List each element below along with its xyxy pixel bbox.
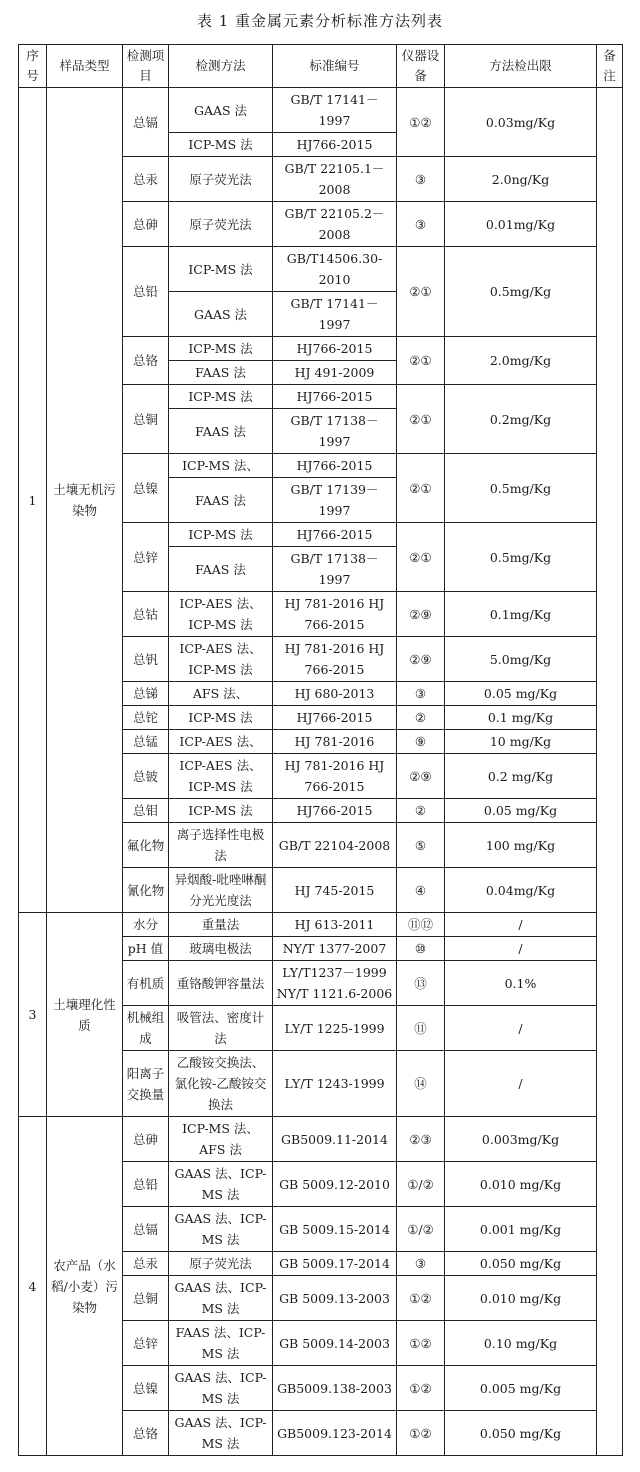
instrument-cell: ②⑨ bbox=[397, 592, 445, 637]
standard-cell: HJ 781-2016 HJ 766-2015 bbox=[273, 637, 397, 682]
item-cell: 总砷 bbox=[123, 1117, 169, 1162]
item-cell: 总铜 bbox=[123, 1276, 169, 1321]
method-cell: 吸管法、密度计法 bbox=[169, 1006, 273, 1051]
standard-cell: GB 5009.17-2014 bbox=[273, 1252, 397, 1276]
standard-cell: GB/T 17138－1997 bbox=[273, 409, 397, 454]
limit-cell: 0.01mg/Kg bbox=[445, 202, 597, 247]
instrument-cell: ③ bbox=[397, 682, 445, 706]
item-cell: 总铅 bbox=[123, 1162, 169, 1207]
method-cell: GAAS 法、ICP-MS 法 bbox=[169, 1207, 273, 1252]
limit-cell: 2.0ng/Kg bbox=[445, 157, 597, 202]
method-cell: ICP-AES 法、ICP-MS 法 bbox=[169, 592, 273, 637]
table-row bbox=[19, 1117, 623, 1162]
instrument-cell: ①② bbox=[397, 88, 445, 157]
limit-cell: 0.5mg/Kg bbox=[445, 454, 597, 523]
limit-cell: 0.10 mg/Kg bbox=[445, 1321, 597, 1366]
method-cell: GAAS 法 bbox=[169, 292, 273, 337]
standard-cell: HJ 781-2016 bbox=[273, 730, 397, 754]
standard-cell: NY/T 1377-2007 bbox=[273, 937, 397, 961]
header-item: 检测项目 bbox=[123, 45, 169, 88]
item-cell: 氟化物 bbox=[123, 823, 169, 868]
instrument-cell: ①/② bbox=[397, 1162, 445, 1207]
method-cell: ICP-MS 法、AFS 法 bbox=[169, 1117, 273, 1162]
method-cell: ICP-MS 法 bbox=[169, 706, 273, 730]
standard-cell: HJ 781-2016 HJ 766-2015 bbox=[273, 754, 397, 799]
method-cell: FAAS 法 bbox=[169, 478, 273, 523]
header-no: 序号 bbox=[19, 45, 47, 88]
method-cell: 原子荧光法 bbox=[169, 202, 273, 247]
item-cell: 总铍 bbox=[123, 754, 169, 799]
standard-cell: HJ 491-2009 bbox=[273, 361, 397, 385]
limit-cell: / bbox=[445, 1006, 597, 1051]
limit-cell: 0.001 mg/Kg bbox=[445, 1207, 597, 1252]
instrument-cell: ②③ bbox=[397, 1117, 445, 1162]
header-standard: 标准编号 bbox=[273, 45, 397, 88]
item-cell: 总汞 bbox=[123, 157, 169, 202]
standard-cell: GB/T 17138－1997 bbox=[273, 547, 397, 592]
method-cell: ICP-MS 法 bbox=[169, 385, 273, 409]
item-cell: 总钒 bbox=[123, 637, 169, 682]
method-cell: 原子荧光法 bbox=[169, 157, 273, 202]
method-cell: 玻璃电极法 bbox=[169, 937, 273, 961]
instrument-cell: ②① bbox=[397, 247, 445, 337]
method-cell: 离子选择性电极法 bbox=[169, 823, 273, 868]
instrument-cell: ①② bbox=[397, 1366, 445, 1411]
method-cell: ICP-MS 法、 bbox=[169, 454, 273, 478]
standard-cell: GB 5009.12-2010 bbox=[273, 1162, 397, 1207]
sample-type-cell: 土壤理化性质 bbox=[47, 913, 123, 1117]
method-cell: ICP-MS 法 bbox=[169, 799, 273, 823]
method-cell: GAAS 法、ICP-MS 法 bbox=[169, 1366, 273, 1411]
limit-cell: 5.0mg/Kg bbox=[445, 637, 597, 682]
item-cell: 总钴 bbox=[123, 592, 169, 637]
method-cell: ICP-MS 法 bbox=[169, 133, 273, 157]
limit-cell: 0.05 mg/Kg bbox=[445, 682, 597, 706]
item-cell: 总镉 bbox=[123, 1207, 169, 1252]
instrument-cell: ②① bbox=[397, 337, 445, 385]
instrument-cell: ② bbox=[397, 706, 445, 730]
sample-type-cell: 农产品（水稻/小麦）污染物 bbox=[47, 1117, 123, 1456]
header-remark: 备注 bbox=[597, 45, 623, 88]
standard-cell: GB 5009.14-2003 bbox=[273, 1321, 397, 1366]
standard-cell: HJ 613-2011 bbox=[273, 913, 397, 937]
method-cell: AFS 法、 bbox=[169, 682, 273, 706]
instrument-cell: ⑭ bbox=[397, 1051, 445, 1117]
instrument-cell: ⑪⑫ bbox=[397, 913, 445, 937]
limit-cell: 0.003mg/Kg bbox=[445, 1117, 597, 1162]
standard-cell: GB/T 22105.1－2008 bbox=[273, 157, 397, 202]
limit-cell: 2.0mg/Kg bbox=[445, 337, 597, 385]
method-cell: GAAS 法 bbox=[169, 88, 273, 133]
standard-cell: HJ766-2015 bbox=[273, 454, 397, 478]
standard-cell: GB/T 17141－1997 bbox=[273, 88, 397, 133]
limit-cell: 10 mg/Kg bbox=[445, 730, 597, 754]
instrument-cell: ①/② bbox=[397, 1207, 445, 1252]
method-cell: FAAS 法 bbox=[169, 361, 273, 385]
standard-cell: GB/T 17141－1997 bbox=[273, 292, 397, 337]
instrument-cell: ③ bbox=[397, 202, 445, 247]
limit-cell: 0.050 mg/Kg bbox=[445, 1252, 597, 1276]
item-cell: 总锑 bbox=[123, 682, 169, 706]
limit-cell: 0.2mg/Kg bbox=[445, 385, 597, 454]
standard-cell: HJ766-2015 bbox=[273, 133, 397, 157]
item-cell: 阳离子交换量 bbox=[123, 1051, 169, 1117]
standard-cell: HJ766-2015 bbox=[273, 706, 397, 730]
instrument-cell: ①② bbox=[397, 1276, 445, 1321]
item-cell: 总锌 bbox=[123, 1321, 169, 1366]
limit-cell: 0.2 mg/Kg bbox=[445, 754, 597, 799]
method-cell: GAAS 法、ICP-MS 法 bbox=[169, 1276, 273, 1321]
instrument-cell: ⑤ bbox=[397, 823, 445, 868]
limit-cell: 0.005 mg/Kg bbox=[445, 1366, 597, 1411]
standard-cell: GB5009.11-2014 bbox=[273, 1117, 397, 1162]
limit-cell: 0.5mg/Kg bbox=[445, 523, 597, 592]
standard-cell: GB/T 22104-2008 bbox=[273, 823, 397, 868]
standard-cell: GB/T14506.30-2010 bbox=[273, 247, 397, 292]
instrument-cell: ③ bbox=[397, 157, 445, 202]
standard-cell: GB5009.123-2014 bbox=[273, 1411, 397, 1456]
instrument-cell: ⑪ bbox=[397, 1006, 445, 1051]
standard-cell: HJ766-2015 bbox=[273, 337, 397, 361]
table-row bbox=[19, 913, 623, 937]
limit-cell: 0.010 mg/Kg bbox=[445, 1276, 597, 1321]
method-cell: ICP-MS 法 bbox=[169, 523, 273, 547]
standard-cell: GB/T 22105.2－2008 bbox=[273, 202, 397, 247]
method-cell: ICP-AES 法、 bbox=[169, 730, 273, 754]
limit-cell: 100 mg/Kg bbox=[445, 823, 597, 868]
instrument-cell: ②① bbox=[397, 385, 445, 454]
item-cell: 总镉 bbox=[123, 88, 169, 157]
limit-cell: 0.03mg/Kg bbox=[445, 88, 597, 157]
limit-cell: / bbox=[445, 1051, 597, 1117]
standard-cell: GB/T 17139－1997 bbox=[273, 478, 397, 523]
item-cell: 总锰 bbox=[123, 730, 169, 754]
header-sample-type: 样品类型 bbox=[47, 45, 123, 88]
item-cell: 有机质 bbox=[123, 961, 169, 1006]
item-cell: 总镍 bbox=[123, 454, 169, 523]
method-cell: ICP-AES 法、ICP-MS 法 bbox=[169, 754, 273, 799]
item-cell: 总砷 bbox=[123, 202, 169, 247]
standard-cell: HJ766-2015 bbox=[273, 385, 397, 409]
method-cell: 异烟酸-吡唑啉酮分光光度法 bbox=[169, 868, 273, 913]
item-cell: 总汞 bbox=[123, 1252, 169, 1276]
header-row bbox=[19, 45, 623, 88]
method-cell: ICP-MS 法 bbox=[169, 337, 273, 361]
item-cell: pH 值 bbox=[123, 937, 169, 961]
item-cell: 总铅 bbox=[123, 247, 169, 337]
limit-cell: 0.05 mg/Kg bbox=[445, 799, 597, 823]
instrument-cell: ②① bbox=[397, 454, 445, 523]
group-number-cell: 4 bbox=[19, 1117, 47, 1456]
instrument-cell: ⑨ bbox=[397, 730, 445, 754]
method-cell: ICP-MS 法 bbox=[169, 247, 273, 292]
table-body bbox=[19, 88, 623, 1456]
method-cell: 原子荧光法 bbox=[169, 1252, 273, 1276]
item-cell: 总铊 bbox=[123, 706, 169, 730]
standard-cell: HJ 745-2015 bbox=[273, 868, 397, 913]
standard-cell: LY/T 1243-1999 bbox=[273, 1051, 397, 1117]
standard-cell: GB 5009.13-2003 bbox=[273, 1276, 397, 1321]
table-title: 表 1 重金属元素分析标准方法列表 bbox=[196, 12, 444, 30]
limit-cell: 0.04mg/Kg bbox=[445, 868, 597, 913]
method-cell: FAAS 法 bbox=[169, 547, 273, 592]
item-cell: 总镍 bbox=[123, 1366, 169, 1411]
method-cell: GAAS 法、ICP-MS 法 bbox=[169, 1411, 273, 1456]
item-cell: 总铜 bbox=[123, 385, 169, 454]
standard-cell: HJ766-2015 bbox=[273, 523, 397, 547]
instrument-cell: ⑩ bbox=[397, 937, 445, 961]
standard-cell: HJ766-2015 bbox=[273, 799, 397, 823]
group-number-cell: 1 bbox=[19, 88, 47, 913]
group-number-cell: 3 bbox=[19, 913, 47, 1117]
item-cell: 氰化物 bbox=[123, 868, 169, 913]
standard-cell: HJ 781-2016 HJ 766-2015 bbox=[273, 592, 397, 637]
standard-cell: LY/T 1225-1999 bbox=[273, 1006, 397, 1051]
header-method: 检测方法 bbox=[169, 45, 273, 88]
limit-cell: 0.5mg/Kg bbox=[445, 247, 597, 337]
instrument-cell: ③ bbox=[397, 1252, 445, 1276]
item-cell: 总铬 bbox=[123, 1411, 169, 1456]
limit-cell: 0.1% bbox=[445, 961, 597, 1006]
item-cell: 机械组成 bbox=[123, 1006, 169, 1051]
method-cell: 乙酸铵交换法、氯化铵-乙酸铵交换法 bbox=[169, 1051, 273, 1117]
instrument-cell: ⑬ bbox=[397, 961, 445, 1006]
limit-cell: / bbox=[445, 937, 597, 961]
standard-cell: GB 5009.15-2014 bbox=[273, 1207, 397, 1252]
table-row bbox=[19, 88, 623, 133]
instrument-cell: ①② bbox=[397, 1411, 445, 1456]
instrument-cell: ②⑨ bbox=[397, 754, 445, 799]
standard-cell: GB5009.138-2003 bbox=[273, 1366, 397, 1411]
limit-cell: 0.050 mg/Kg bbox=[445, 1411, 597, 1456]
item-cell: 总铬 bbox=[123, 337, 169, 385]
method-cell: FAAS 法、ICP-MS 法 bbox=[169, 1321, 273, 1366]
instrument-cell: ② bbox=[397, 799, 445, 823]
header-limit: 方法检出限 bbox=[445, 45, 597, 88]
method-cell: 重量法 bbox=[169, 913, 273, 937]
method-cell: GAAS 法、ICP-MS 法 bbox=[169, 1162, 273, 1207]
standard-cell: HJ 680-2013 bbox=[273, 682, 397, 706]
instrument-cell: ②① bbox=[397, 523, 445, 592]
method-cell: ICP-AES 法、ICP-MS 法 bbox=[169, 637, 273, 682]
limit-cell: 0.1mg/Kg bbox=[445, 592, 597, 637]
item-cell: 水分 bbox=[123, 913, 169, 937]
item-cell: 总锌 bbox=[123, 523, 169, 592]
instrument-cell: ①② bbox=[397, 1321, 445, 1366]
standards-table bbox=[18, 44, 623, 1456]
item-cell: 总钼 bbox=[123, 799, 169, 823]
instrument-cell: ②⑨ bbox=[397, 637, 445, 682]
limit-cell: / bbox=[445, 913, 597, 937]
limit-cell: 0.010 mg/Kg bbox=[445, 1162, 597, 1207]
limit-cell: 0.1 mg/Kg bbox=[445, 706, 597, 730]
remark-cell bbox=[597, 88, 623, 1456]
method-cell: FAAS 法 bbox=[169, 409, 273, 454]
sample-type-cell: 土壤无机污染物 bbox=[47, 88, 123, 913]
header-instrument: 仪器设备 bbox=[397, 45, 445, 88]
instrument-cell: ④ bbox=[397, 868, 445, 913]
standard-cell: LY/T1237－1999 NY/T 1121.6-2006 bbox=[273, 961, 397, 1006]
method-cell: 重铬酸钾容量法 bbox=[169, 961, 273, 1006]
